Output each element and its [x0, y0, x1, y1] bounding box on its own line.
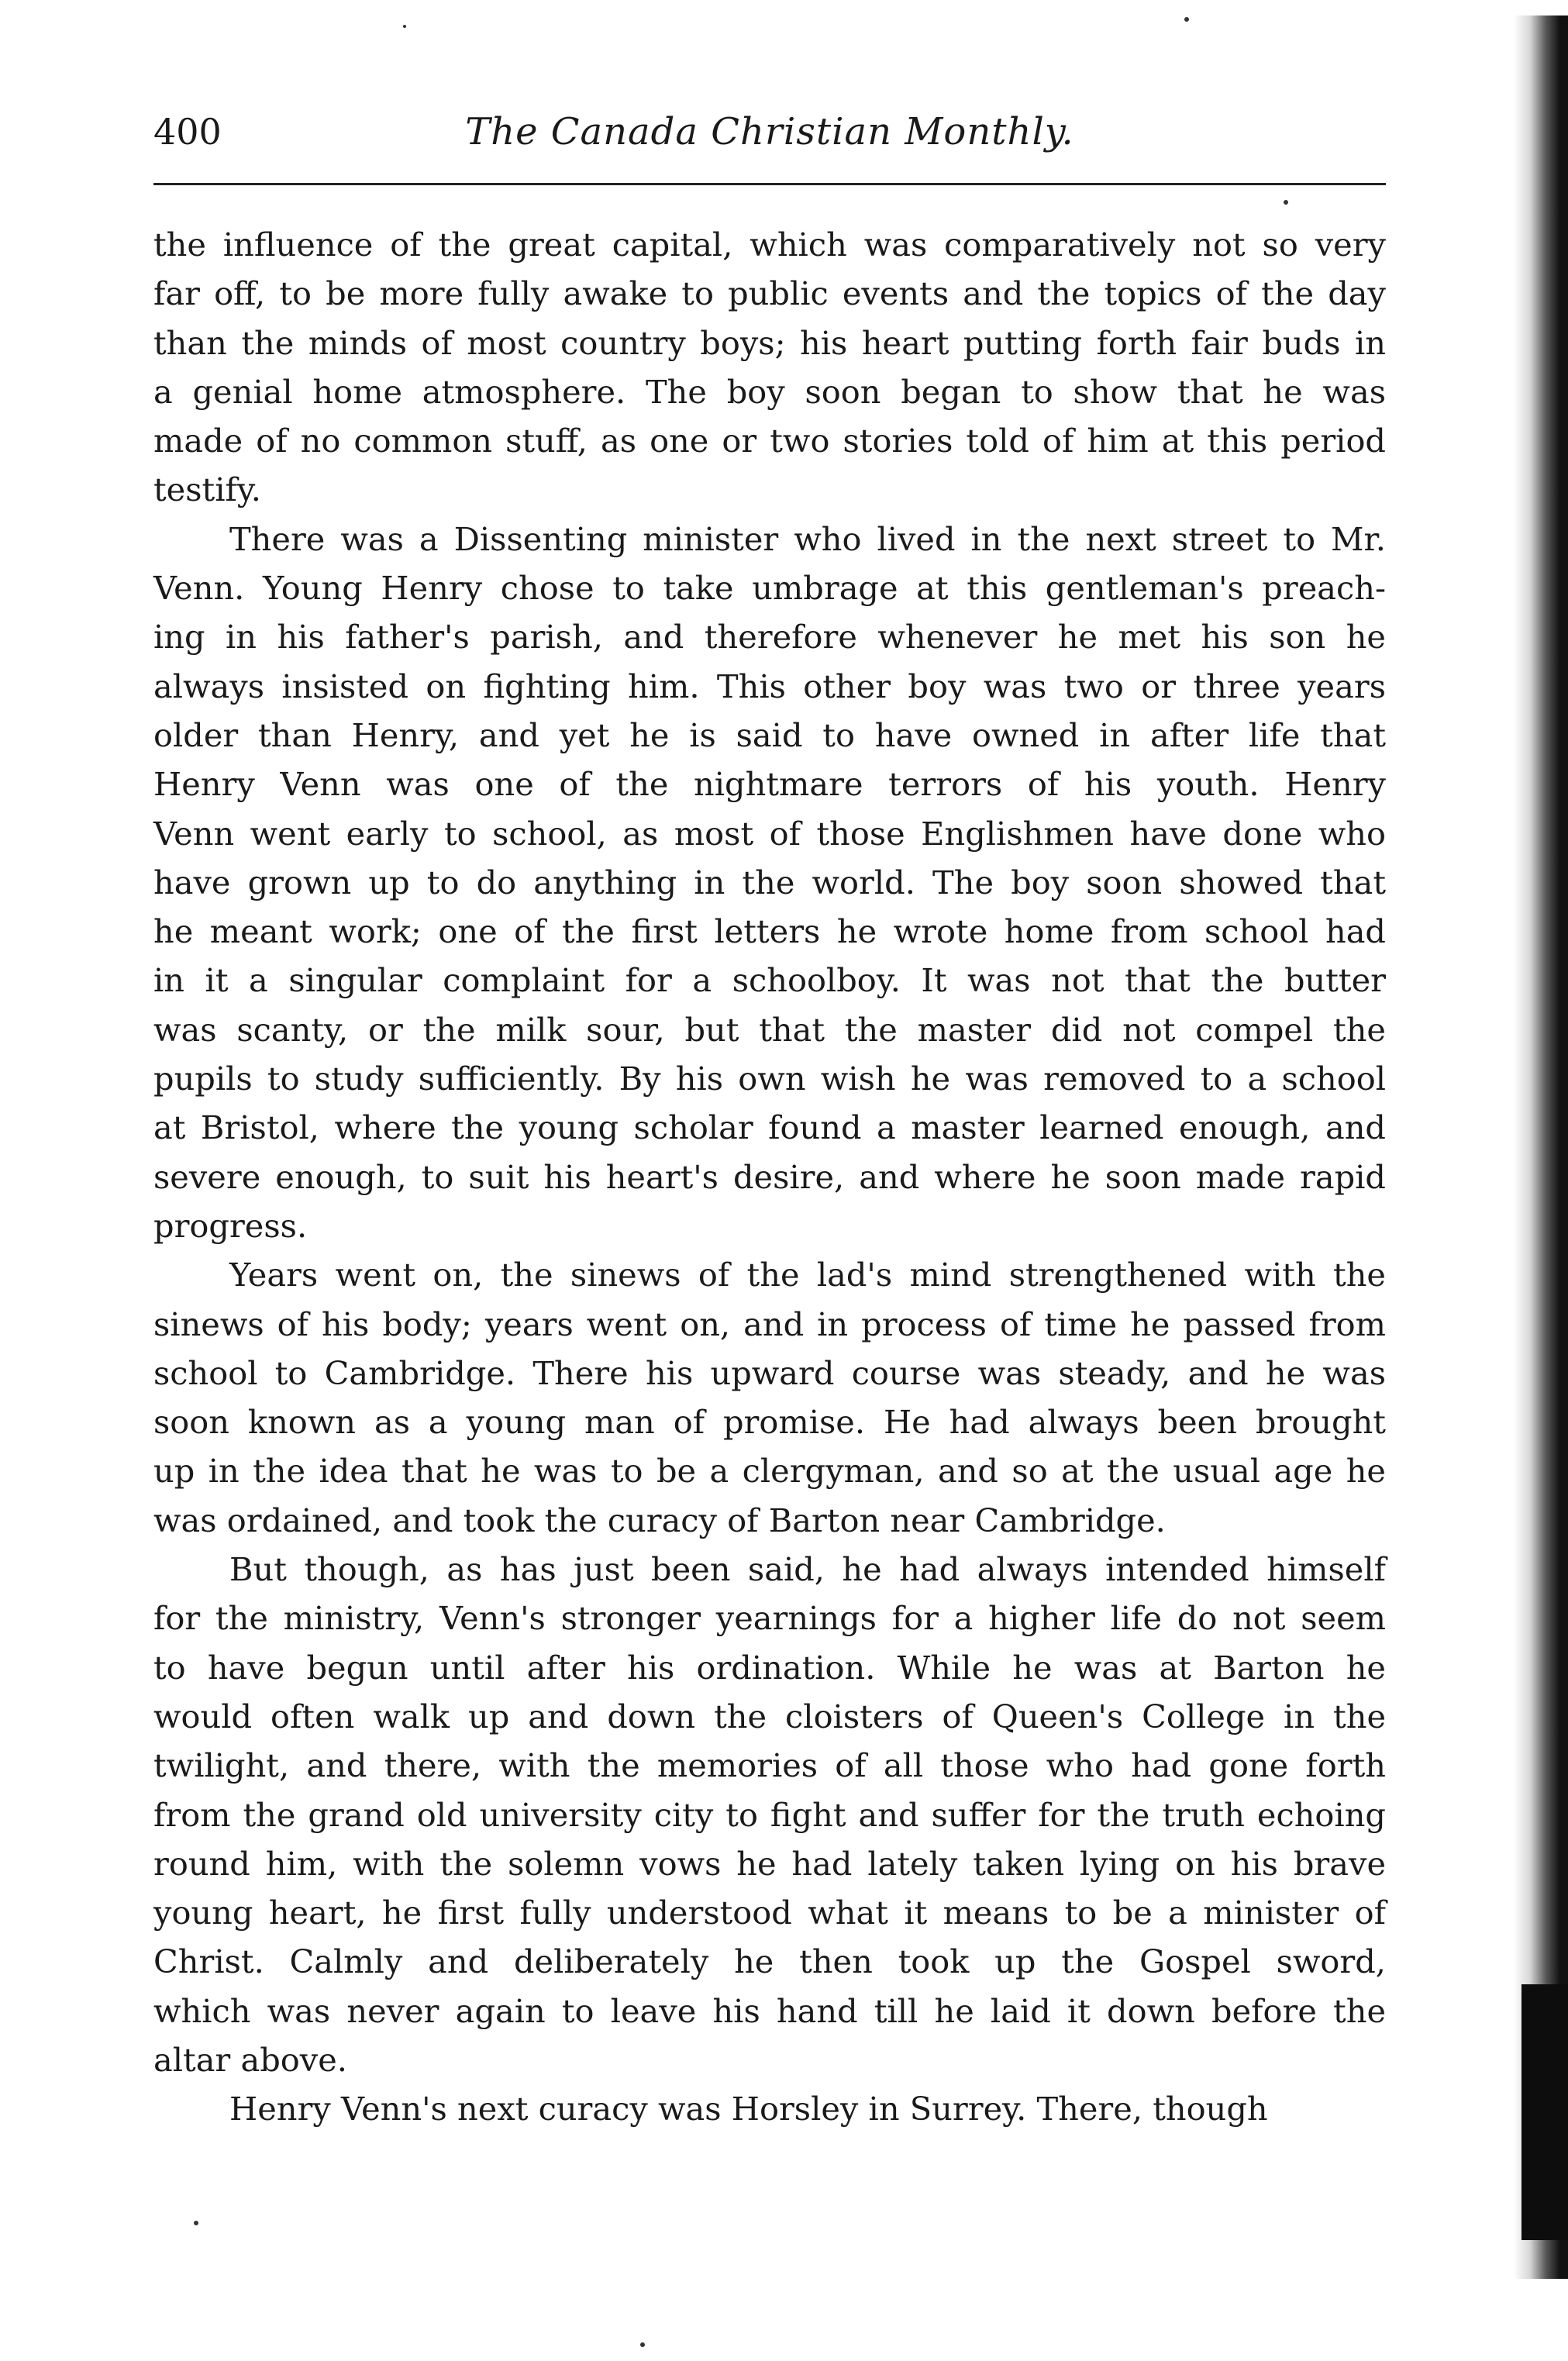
text-line: was ordained, and took the curacy of Barton near Cambridge.: [153, 1501, 1166, 1539]
text-line: have grown up to do anything in the world. The boy soon showed that: [153, 863, 1386, 901]
print-speck: [1184, 17, 1189, 22]
print-speck: [403, 25, 406, 28]
text-line: Henry Venn was one of the nightmare terrors of his youth. Henry: [153, 765, 1386, 804]
body-text: [153, 220, 1386, 2134]
text-line: than the minds of most country boys; his heart putting forth fair buds in: [153, 323, 1386, 362]
paragraph: [153, 1545, 1386, 2084]
text-line: to have begun until after his ordination. While he was at Barton he: [153, 1648, 1386, 1687]
text-line: school to Cambridge. There his upward course was steady, and he was: [153, 1353, 1386, 1392]
paragraph: [153, 220, 1386, 515]
text-line: for the ministry, Venn's stronger yearnings for a higher life do not seem: [153, 1599, 1386, 1638]
page-number: 400: [153, 111, 222, 153]
print-speck: [1284, 200, 1288, 205]
text-line: Years went on, the sinews of the lad's mind strengthened with the: [229, 1256, 1386, 1294]
text-line: young heart, he first fully understood what it means to be a minister of: [153, 1894, 1386, 1932]
text-line: But though, as has just been said, he had always intended himself: [229, 1550, 1386, 1589]
text-line: pupils to study sufficiently. By his own wish he was removed to a school: [153, 1060, 1386, 1098]
text-line: twilight, and there, with the memories of all those who had gone forth: [153, 1746, 1386, 1785]
text-line: in it a singular complaint for a schoolboy. It was not that the butter: [153, 961, 1386, 1000]
text-line: would often walk up and down the cloisters of Queen's College in the: [153, 1697, 1386, 1735]
text-line: progress.: [153, 1206, 308, 1245]
text-line: Venn. Young Henry chose to take umbrage at this gentleman's preach-: [153, 569, 1386, 608]
text-line: which was never again to leave his hand till he laid it down before the: [153, 1991, 1386, 2030]
text-line: made of no common stuff, as one or two stories told of him at this period: [153, 422, 1386, 460]
text-line: soon known as a young man of promise. He had always been brought: [153, 1403, 1386, 1442]
text-line: ing in his father's parish, and therefore whenever he met his son he: [153, 618, 1386, 657]
text-line: There was a Dissenting minister who lived in the next street to Mr.: [229, 519, 1386, 558]
text-line: far off, to be more fully awake to public events and the topics of the day: [153, 274, 1386, 313]
text-line: the influence of the great capital, which was comparatively not so very: [153, 226, 1386, 264]
text-line: Henry Venn's next curacy was Horsley in Surrey. There, though: [229, 2090, 1268, 2128]
text-line: round him, with the solemn vows he had lately taken lying on his brave: [153, 1844, 1386, 1883]
header-rule: [153, 183, 1386, 185]
text-line: Venn went early to school, as most of those Englishmen have done who: [153, 814, 1386, 853]
text-line: up in the idea that he was to be a clergyman, and so at the usual age he: [153, 1452, 1386, 1491]
text-line: testify.: [153, 470, 261, 509]
text-line: sinews of his body; years went on, and in process of time he passed from: [153, 1305, 1386, 1343]
text-line: altar above.: [153, 2040, 347, 2079]
print-speck: [194, 2221, 198, 2225]
paragraph: [153, 1250, 1386, 1545]
running-head: [153, 109, 1386, 171]
page-edge-dark: [1521, 1984, 1568, 2240]
text-line: from the grand old university city to fight and suffer for the truth echoing: [153, 1795, 1386, 1834]
text-line: severe enough, to suit his heart's desire, and where he soon made rapid: [153, 1157, 1386, 1196]
text-line: older than Henry, and yet he is said to have owned in after life that: [153, 715, 1386, 754]
text-line: always insisted on fighting him. This other boy was two or three years: [153, 667, 1386, 705]
text-line: at Bristol, where the young scholar found a master learned enough, and: [153, 1108, 1386, 1147]
paragraph: [153, 2084, 1386, 2133]
text-line: was scanty, or the milk sour, but that the master did not compel the: [153, 1010, 1386, 1049]
text-line: Christ. Calmly and deliberately he then took up the Gospel sword,: [153, 1942, 1386, 1981]
journal-title: The Canada Christian Monthly.: [465, 110, 1074, 153]
text-line: he meant work; one of the first letters he wrote home from school had: [153, 912, 1386, 951]
page-edge-shadow: [1514, 16, 1568, 2279]
print-speck: [640, 2342, 645, 2347]
paragraph: [153, 515, 1386, 1250]
text-line: a genial home atmosphere. The boy soon began to show that he was: [153, 372, 1386, 411]
